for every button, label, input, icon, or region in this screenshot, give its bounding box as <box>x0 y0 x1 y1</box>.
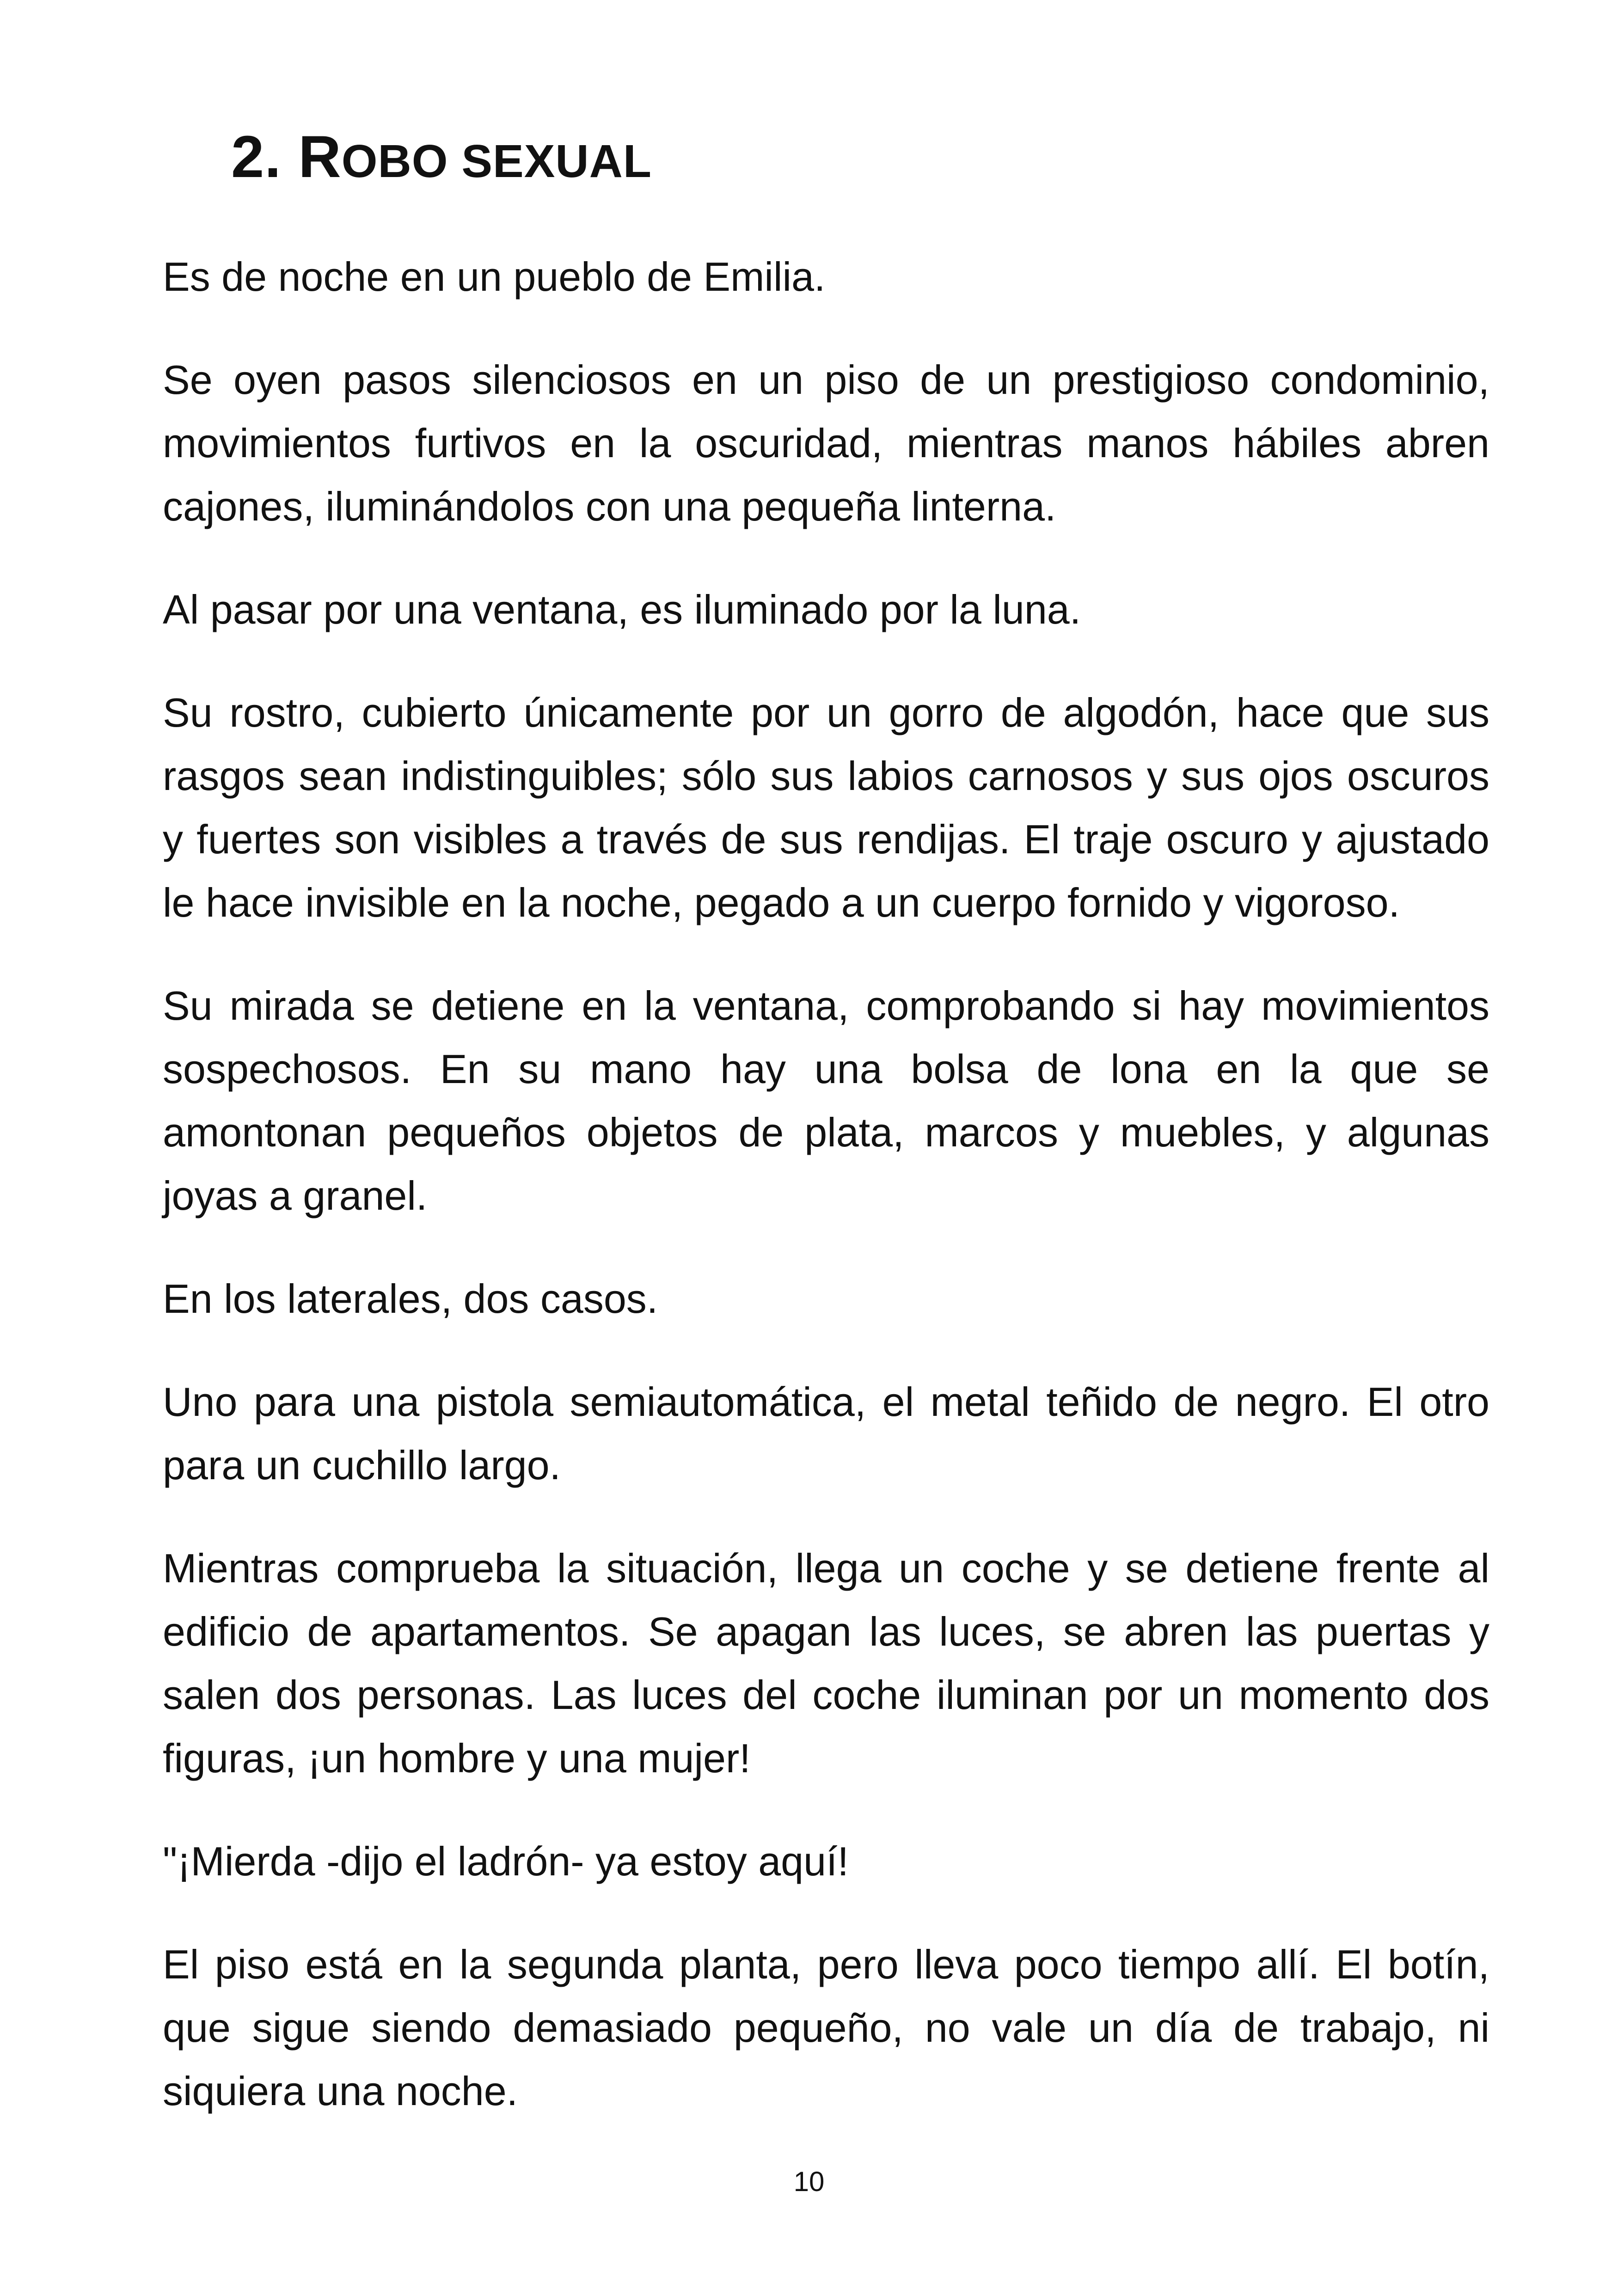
paragraph: Su rostro, cubierto únicamente por un gorro de algodón, hace que sus rasgos sean indistinguibles; sólo sus labios carnosos y sus ojos oscuros y fuertes son visibles a través de sus rendijas. El traje oscuro y ajustado le hace invisible en la noche, pegado a un cuerpo fornido y vigoroso. <box>163 690 1489 925</box>
paragraph: Uno para una pistola semiautomática, el metal teñido de negro. El otro para un cuchillo largo. <box>163 1379 1489 1488</box>
chapter-title <box>231 118 652 201</box>
paragraph: Mientras comprueba la situación, llega un coche y se detiene frente al edificio de apartamentos. Se apagan las luces, se abren las puertas y salen dos personas. Las luces del coche iluminan por un momento dos figuras, ¡un hombre y una mujer! <box>163 1545 1489 1781</box>
chapter-title-rest: OBO SEXUAL <box>341 135 652 187</box>
page-number: 10 <box>793 2166 825 2197</box>
paragraph: Es de noche en un pueblo de Emilia. <box>163 254 826 300</box>
chapter-title-initial: R <box>298 124 342 190</box>
chapter-body <box>163 245 1489 2162</box>
paragraph: Se oyen pasos silenciosos en un piso de un prestigioso condominio, movimientos furtivos en la oscuridad, mientras manos hábiles abren cajones, iluminándolos con una pequeña linterna. <box>163 357 1489 529</box>
paragraph: El piso está en la segunda planta, pero lleva poco tiempo allí. El botín, que sigue siendo demasiado pequeño, no vale un día de trabajo, ni siquiera una noche. <box>163 1941 1489 2114</box>
chapter-number: 2. <box>231 124 282 190</box>
paragraph: Su mirada se detiene en la ventana, comprobando si hay movimientos sospechosos. En su mano hay una bolsa de lona en la que se amontonan pequeños objetos de plata, marcos y muebles, y algunas joyas a granel. <box>163 983 1489 1218</box>
paragraph: Al pasar por una ventana, es iluminado por la luna. <box>163 587 1081 632</box>
paragraph: "¡Mierda -dijo el ladrón- ya estoy aquí! <box>163 1838 849 1884</box>
paragraph: En los laterales, dos casos. <box>163 1276 658 1322</box>
